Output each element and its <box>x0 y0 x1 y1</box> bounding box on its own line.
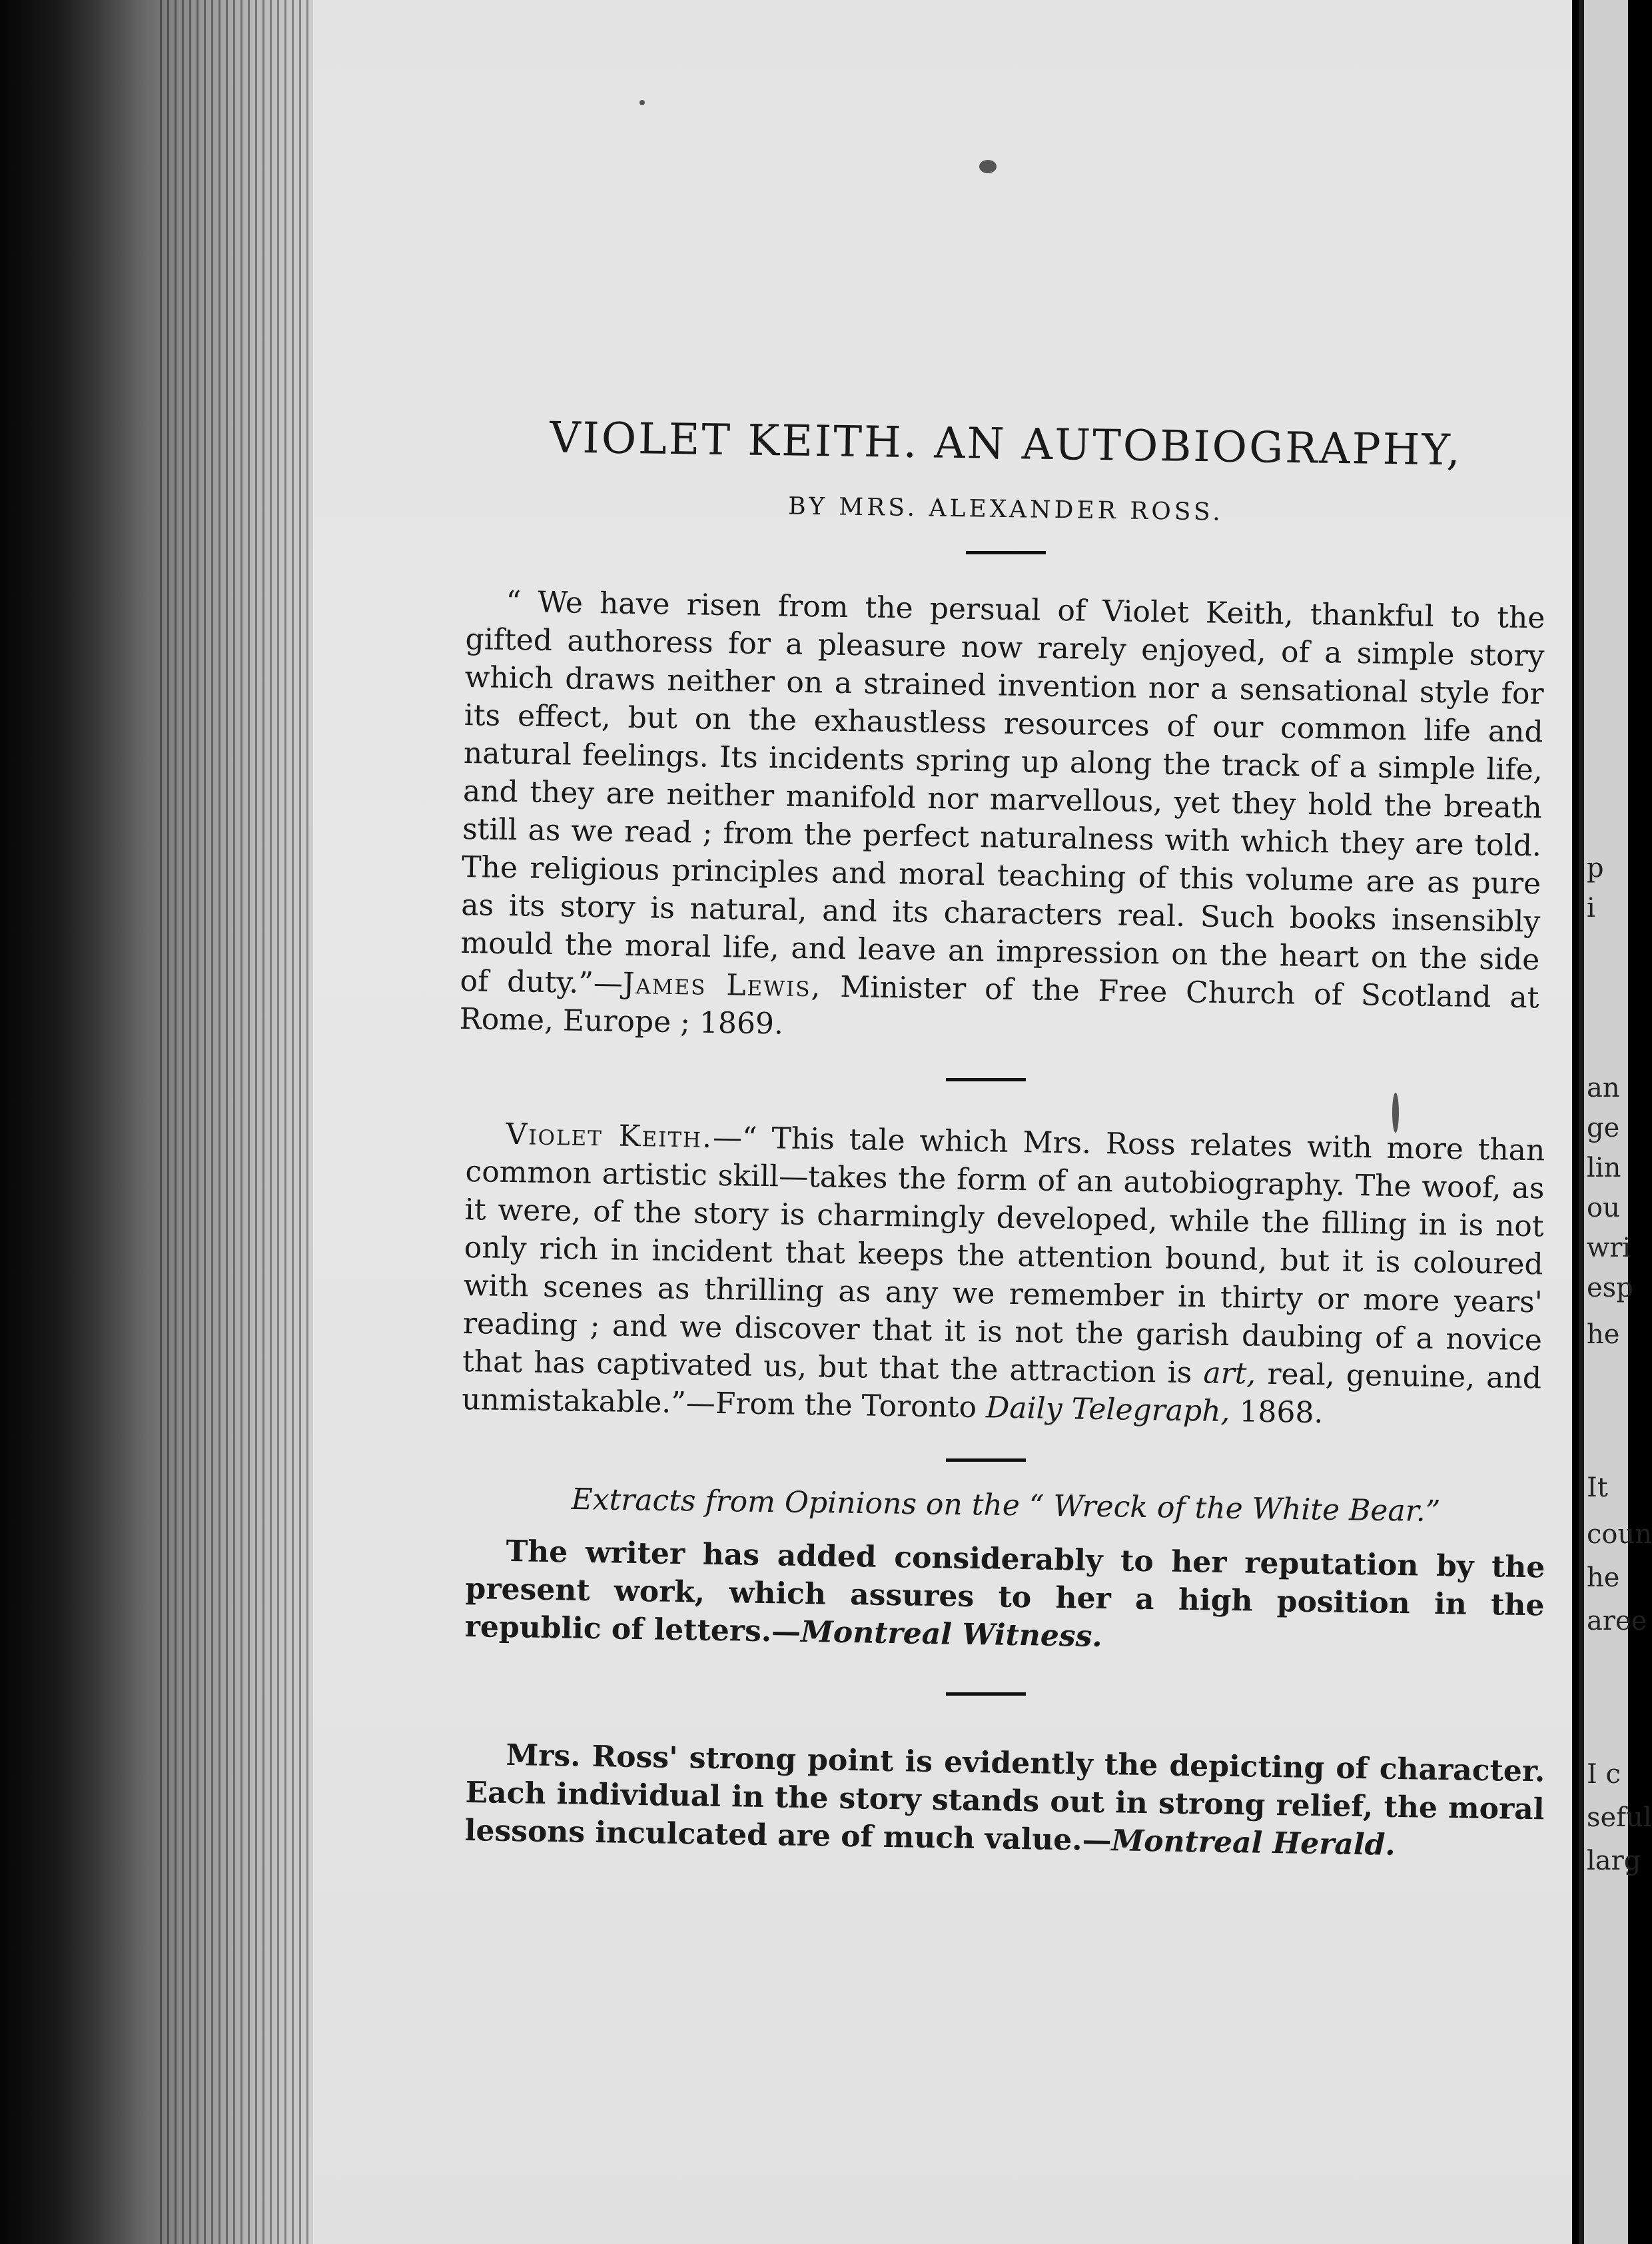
adjacent-text: he <box>1587 1319 1620 1350</box>
extracts-heading: Extracts from Opinions on the “ Wreck of the White Bear.” <box>571 1482 1441 1529</box>
review-text: “ We have risen from the persual of Violet Keith, thankful to the gifted authoress for a pleasure now rarely enjoyed, of a simple story which draws neither on a strained invention nor a sensational style for its effect, but on the exhaustless resources of our common life and natural feelings. Its incidents spring up along the track of a simple life, and they are neither manifold nor marvellous, yet they hold the breath still as we read ; from the perfect naturalness with which they are told. The religious principles and moral teaching of this volume are as pure as its story is natural, and its characters real. Such books insensibly mould the moral life, and leave an impression on the heart on the side of duty.”— <box>460 584 1545 1001</box>
page-title: VIOLET KEITH. AN AUTOBIOGRAPHY, <box>549 413 1463 476</box>
adjacent-text: ge <box>1587 1113 1620 1143</box>
extract-text: Mrs. Ross' strong point is evidently the depicting of character. Each individual in the story stands out in strong relief, the moral lessons inculcated are of much value.— <box>464 1738 1545 1858</box>
review-lewis <box>459 582 1545 1055</box>
review-attribution: Minister of the Free Church of Scotland at Rome, Europe ; 1869. <box>459 969 1539 1041</box>
review-text: —“ This tale which Mrs. Ross relates with more than common artistic skill—takes the form of an autobiography. The woof, as it were, of the story is charmingly developed, while the filling in is not only rich in incident that keeps the attention bound, but it is coloured with scenes as thrilling as any we remember in thirty or more years' reading ; and we discover that it is not the garish daubing of a novice that has captivated us, but that the attraction is <box>462 1120 1545 1391</box>
newspaper-name: Daily Telegraph, <box>985 1391 1230 1429</box>
divider <box>946 1078 1026 1081</box>
adjacent-text: I c <box>1587 1759 1621 1790</box>
review-text-continued: real, genuine, and unmistakable.”—From the Toronto <box>461 1357 1542 1425</box>
review-year: 1868. <box>1230 1395 1324 1430</box>
extract-source: Montreal Witness. <box>800 1614 1103 1654</box>
review-lead: Violet Keith. <box>506 1117 713 1155</box>
extract-text: The writer has added considerably to her reputation by the present work, which assures to her a high position in the republic of letters.— <box>464 1534 1545 1649</box>
extract-witness <box>464 1532 1545 1662</box>
review-emphasis: art, <box>1203 1356 1256 1391</box>
extract-source: Montreal Herald. <box>1111 1824 1396 1862</box>
adjacent-text: lin <box>1587 1153 1621 1183</box>
divider <box>946 1458 1026 1462</box>
adjacent-text: i <box>1587 893 1595 923</box>
adjacent-text: coun <box>1587 1519 1652 1550</box>
adjacent-text: aree <box>1587 1606 1647 1636</box>
adjacent-text: ou <box>1587 1193 1620 1223</box>
review-toronto <box>462 1115 1545 1435</box>
adjacent-text: larg <box>1587 1846 1641 1876</box>
paper-blemish <box>979 160 997 173</box>
adjacent-text: he <box>1587 1562 1620 1593</box>
adjacent-text: esp <box>1587 1273 1633 1303</box>
byline: BY MRS. ALEXANDER ROSS. <box>788 492 1224 526</box>
adjacent-page-strip <box>1579 0 1652 2244</box>
advertisement-page-content <box>459 400 1545 1862</box>
adjacent-text: It <box>1587 1472 1608 1503</box>
divider <box>946 1692 1026 1696</box>
adjacent-text: p <box>1587 853 1604 883</box>
adjacent-text: seful <box>1587 1802 1652 1833</box>
paper-blemish <box>639 100 645 105</box>
page-edges <box>160 0 326 2244</box>
divider <box>966 551 1046 554</box>
review-author: James Lewis, <box>622 966 822 1004</box>
adjacent-text: an <box>1587 1073 1620 1103</box>
adjacent-text: wri <box>1587 1233 1631 1263</box>
extract-herald <box>464 1736 1545 1866</box>
